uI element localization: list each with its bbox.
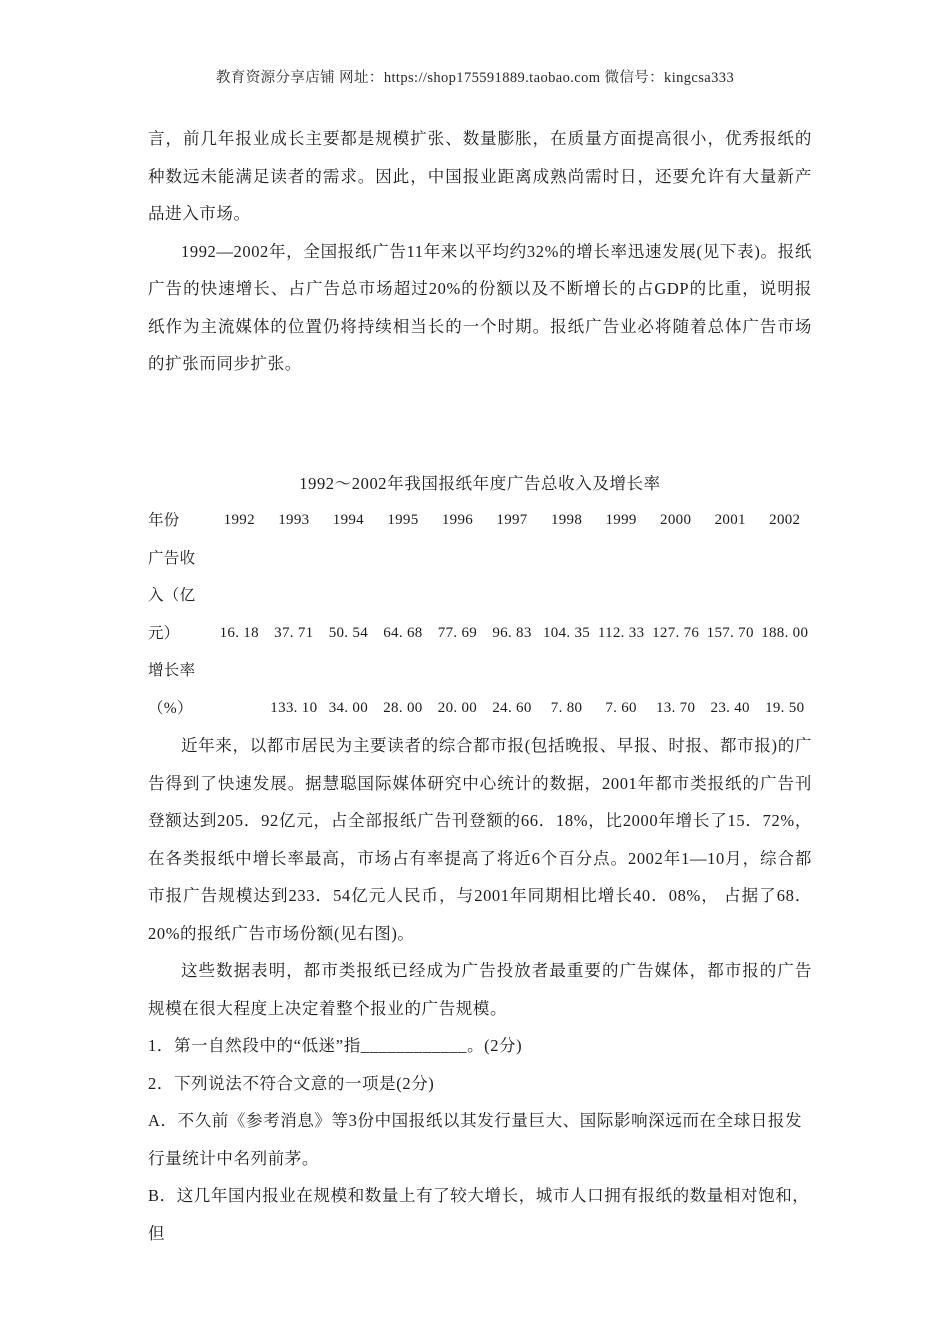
table-cell-year: 1999 (605, 512, 637, 528)
table-cell-growth: 24. 60 (492, 699, 532, 716)
table-cell-growth: 133. 10 (270, 699, 318, 716)
question-2: 2．下列说法不符合文意的一项是(2分) (148, 1073, 435, 1093)
table-row-growth-label-1 (148, 652, 812, 690)
table-cell-year: 2000 (660, 512, 692, 528)
table-cell-year: 1993 (278, 512, 310, 528)
table-label-revenue: 元） (148, 624, 180, 642)
table-cell-revenue: 157. 70 (706, 624, 754, 641)
table-cell-growth: 28. 00 (383, 699, 423, 716)
question-1: 1．第一自然段中的“低迷”指____________。(2分) (148, 1036, 523, 1055)
table-row-revenue-label-2 (148, 577, 812, 615)
table-cell-growth: 7. 60 (605, 699, 637, 716)
table-cell-growth: 34. 00 (328, 699, 369, 716)
table-cell-year: 1995 (387, 512, 419, 528)
table-cell-revenue: 188. 00 (761, 624, 809, 641)
shop-header-text: 教育资源分享店铺 网址：https://shop175591889.taobao.com 微信号：kingcsa333 (215, 70, 735, 86)
table-label-revenue: 入（亿 (148, 587, 196, 604)
table-cell-year: 1997 (496, 512, 528, 528)
table-cell-revenue: 50. 54 (328, 624, 369, 641)
table-cell-growth: 23. 40 (710, 699, 750, 716)
table-cell-year: 1994 (332, 512, 364, 528)
document-content (148, 0, 812, 1252)
table-title: 1992～2002年我国报纸年度广告总收入及增长率 (299, 473, 661, 493)
table-cell-revenue: 64. 68 (383, 624, 423, 641)
table-cell-revenue: 127. 76 (652, 624, 700, 641)
table-cell-year: 2002 (769, 512, 801, 528)
paragraph-3: 近年来，以都市居民为主要读者的综合都市报(包括晚报、早报、时报、都市报)的广告得到了快速发展。据慧聪国际媒体研究中心统计的数据，2001年都市类报纸的广告刊登额达到205．92亿元，占全部报纸广告刊登额的66．18%，比2000年增长了15．72%，在各类报纸中增长率最高，市场占有率提高了将近6个百分点。2002年1—10月，综合都市报广告规模达到233．54亿元人民币，与2001年同期相比增长40．08%， 占据了68．20%的报纸广告市场份额(见右图)。 (148, 736, 812, 943)
table-label-revenue: 广告收 (148, 549, 196, 567)
table-cell-revenue: 96. 83 (492, 624, 532, 641)
table-cell-year: 2001 (714, 512, 746, 528)
table-cell-revenue: 112. 33 (597, 624, 645, 641)
ad-revenue-table (148, 465, 812, 728)
table-cell-revenue: 37. 71 (274, 624, 314, 641)
question-2-option-b: B．这几年国内报业在规模和数量上有了较大增长，城市人口拥有报纸的数量相对饱和，但 (148, 1186, 810, 1243)
question-2-option-a: A．不久前《参考消息》等3份中国报纸以其发行量巨大、国际影响深远而在全球日报发行量统计中名列前茅。 (148, 1111, 803, 1168)
table-cell-growth: 13. 70 (655, 699, 696, 716)
table-cell-growth: 19. 50 (765, 699, 805, 716)
paragraph-4: 这些数据表明，都市类报纸已经成为广告投放者最重要的广告媒体，都市报的广告规模在很大程度上决定着整个报业的广告规模。 (148, 961, 812, 1018)
table-cell-growth: 20. 00 (437, 699, 478, 716)
table-label-year: 年份 (148, 512, 180, 529)
table-label-growth: （%） (148, 699, 193, 717)
table-row-revenue-label-1 (148, 540, 812, 578)
table-label-growth: 增长率 (148, 662, 196, 679)
table-cell-revenue: 16. 18 (219, 624, 259, 641)
table-cell-growth: 7. 80 (550, 699, 583, 716)
table-row-revenue-values (148, 615, 812, 653)
table-row-growth-values (148, 690, 812, 728)
paragraph-2: 1992—2002年，全国报纸广告11年来以平均约32%的增长率迅速发展(见下表)。报纸广告的快速增长、占广告总市场超过20%的份额以及不断增长的占GDP的比重，说明报纸作为主流媒体的位置仍将持续相当长的一个时期。报纸广告业必将随着总体广告市场的扩张而同步扩张。 (148, 241, 812, 373)
table-cell-year: 1996 (441, 512, 474, 528)
table-cell-year: 1992 (223, 512, 255, 528)
table-row-years (148, 502, 812, 540)
table-cell-revenue: 104. 35 (543, 624, 591, 641)
paragraph-1: 言，前几年报业成长主要都是规模扩张、数量膨胀，在质量方面提高很小，优秀报纸的种数远未能满足读者的需求。因此，中国报业距离成熟尚需时日，还要允许有大量新产品进入市场。 (148, 129, 812, 223)
table-cell-revenue: 77. 69 (437, 624, 478, 641)
table-cell-year: 1998 (550, 512, 583, 528)
table-cell-growth (212, 690, 267, 728)
